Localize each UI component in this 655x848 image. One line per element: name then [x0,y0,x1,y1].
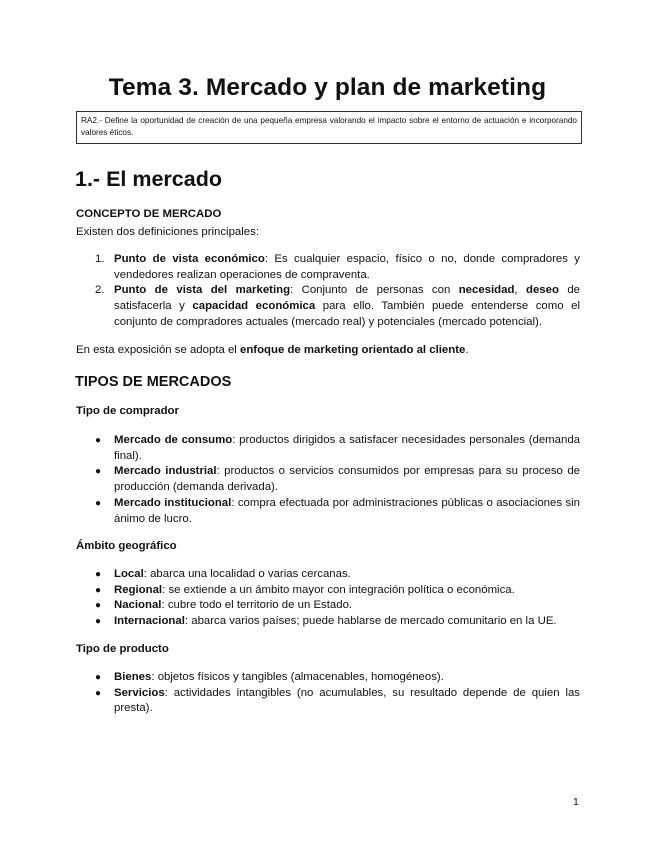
item-term: Internacional [114,615,185,628]
item-text: : abarca una localidad o varias cercanas. [143,568,351,580]
definition-text: , [514,284,526,297]
bullet-icon: ● [95,466,102,478]
definitions-list [76,252,580,331]
item-text: : productos o servicios consumidos por empresas para su proceso de producción (demanda derivada). [114,465,580,494]
definition-text: de satisfacerla y [114,284,580,313]
list-number: 2. [95,284,105,297]
definition-term: Punto de vista económico [114,253,265,265]
buyer-heading: Tipo de comprador [76,405,179,417]
item-text: : abarca varios países; puede hablarse de mercado comunitario en la UE. [184,615,557,628]
item-term: Regional [114,583,163,596]
item-term: Nacional [114,599,162,612]
bullet-icon: ● [95,569,102,580]
list-item [76,433,580,464]
list-item [76,283,580,330]
list-item [76,567,580,583]
definition-text: para ello. También puede entenderse como el conjunto de compradores actuales (mercado real) y potenciales (mercado potencial). [114,300,581,328]
list-item [76,464,580,495]
definition-text: : Es cualquier espacio, físico o no, donde compradores y vendedores realizan operaciones de compraventa. [114,253,580,281]
geo-list [76,567,580,630]
product-list [76,670,580,717]
list-item [76,496,580,527]
approach-keyword: enfoque de marketing orientado al cliente [240,344,466,356]
item-term: Local [114,568,144,580]
approach-paragraph [76,342,469,358]
item-text: : se extiende a un ámbito mayor con integración política o económica. [162,583,515,596]
bullet-icon: ● [95,497,102,509]
approach-text: . [465,344,469,356]
buyer-list [76,433,580,527]
document-title: Tema 3. Mercado y plan de marketing [108,74,547,101]
concept-heading: CONCEPTO DE MERCADO [76,208,222,220]
item-term: Mercado de consumo [114,434,233,446]
definition-keyword: capacidad económica [192,300,316,313]
list-item [76,614,580,630]
list-item [76,686,580,717]
section-heading: 1.- El mercado [75,167,222,191]
list-number: 1. [95,253,105,265]
item-text: : productos dirigidos a satisfacer necesidades personales (demanda final). [114,434,580,462]
definition-keyword: necesidad [458,284,515,297]
types-heading: TIPOS DE MERCADOS [75,374,232,390]
list-item [76,670,580,686]
product-heading: Tipo de producto [76,643,169,655]
list-item [76,583,580,599]
bullet-icon: ● [95,687,102,699]
definition-keyword: deseo [526,284,559,297]
geo-heading: Ámbito geográfico [76,540,177,552]
bullet-icon: ● [95,435,102,446]
definition-term: Punto de vista del marketing [114,284,291,297]
item-term: Mercado institucional [114,496,232,509]
item-term: Mercado industrial [114,465,217,478]
concept-intro: Existen dos definiciones principales: [76,226,259,238]
bullet-icon: ● [95,584,102,596]
list-item [76,598,580,614]
bullet-icon: ● [95,616,102,628]
list-item [76,252,580,283]
page-number: 1 [573,796,579,808]
item-term: Servicios [114,686,165,699]
learning-outcome-box: RA2.- Define la oportunidad de creación de una pequeña empresa valorando el impacto sobre el entorno de actuación e incorporando valores éticos. [76,111,582,144]
item-text: : actividades intangibles (no acumulables, su resultado depende de quien las presta). [114,686,580,715]
item-text: : objetos físicos y tangibles (almacenables, homogéneos). [151,671,444,683]
item-text: : compra efectuada por administraciones públicas o asociaciones sin ánimo de lucro. [114,496,580,525]
bullet-icon: ● [95,672,102,683]
item-text: : cubre todo el territorio de un Estado. [161,599,353,612]
approach-text: En esta exposición se adopta el [76,344,241,356]
item-term: Bienes [114,671,152,683]
definition-text: : Conjunto de personas con [290,284,459,297]
bullet-icon: ● [95,600,102,612]
